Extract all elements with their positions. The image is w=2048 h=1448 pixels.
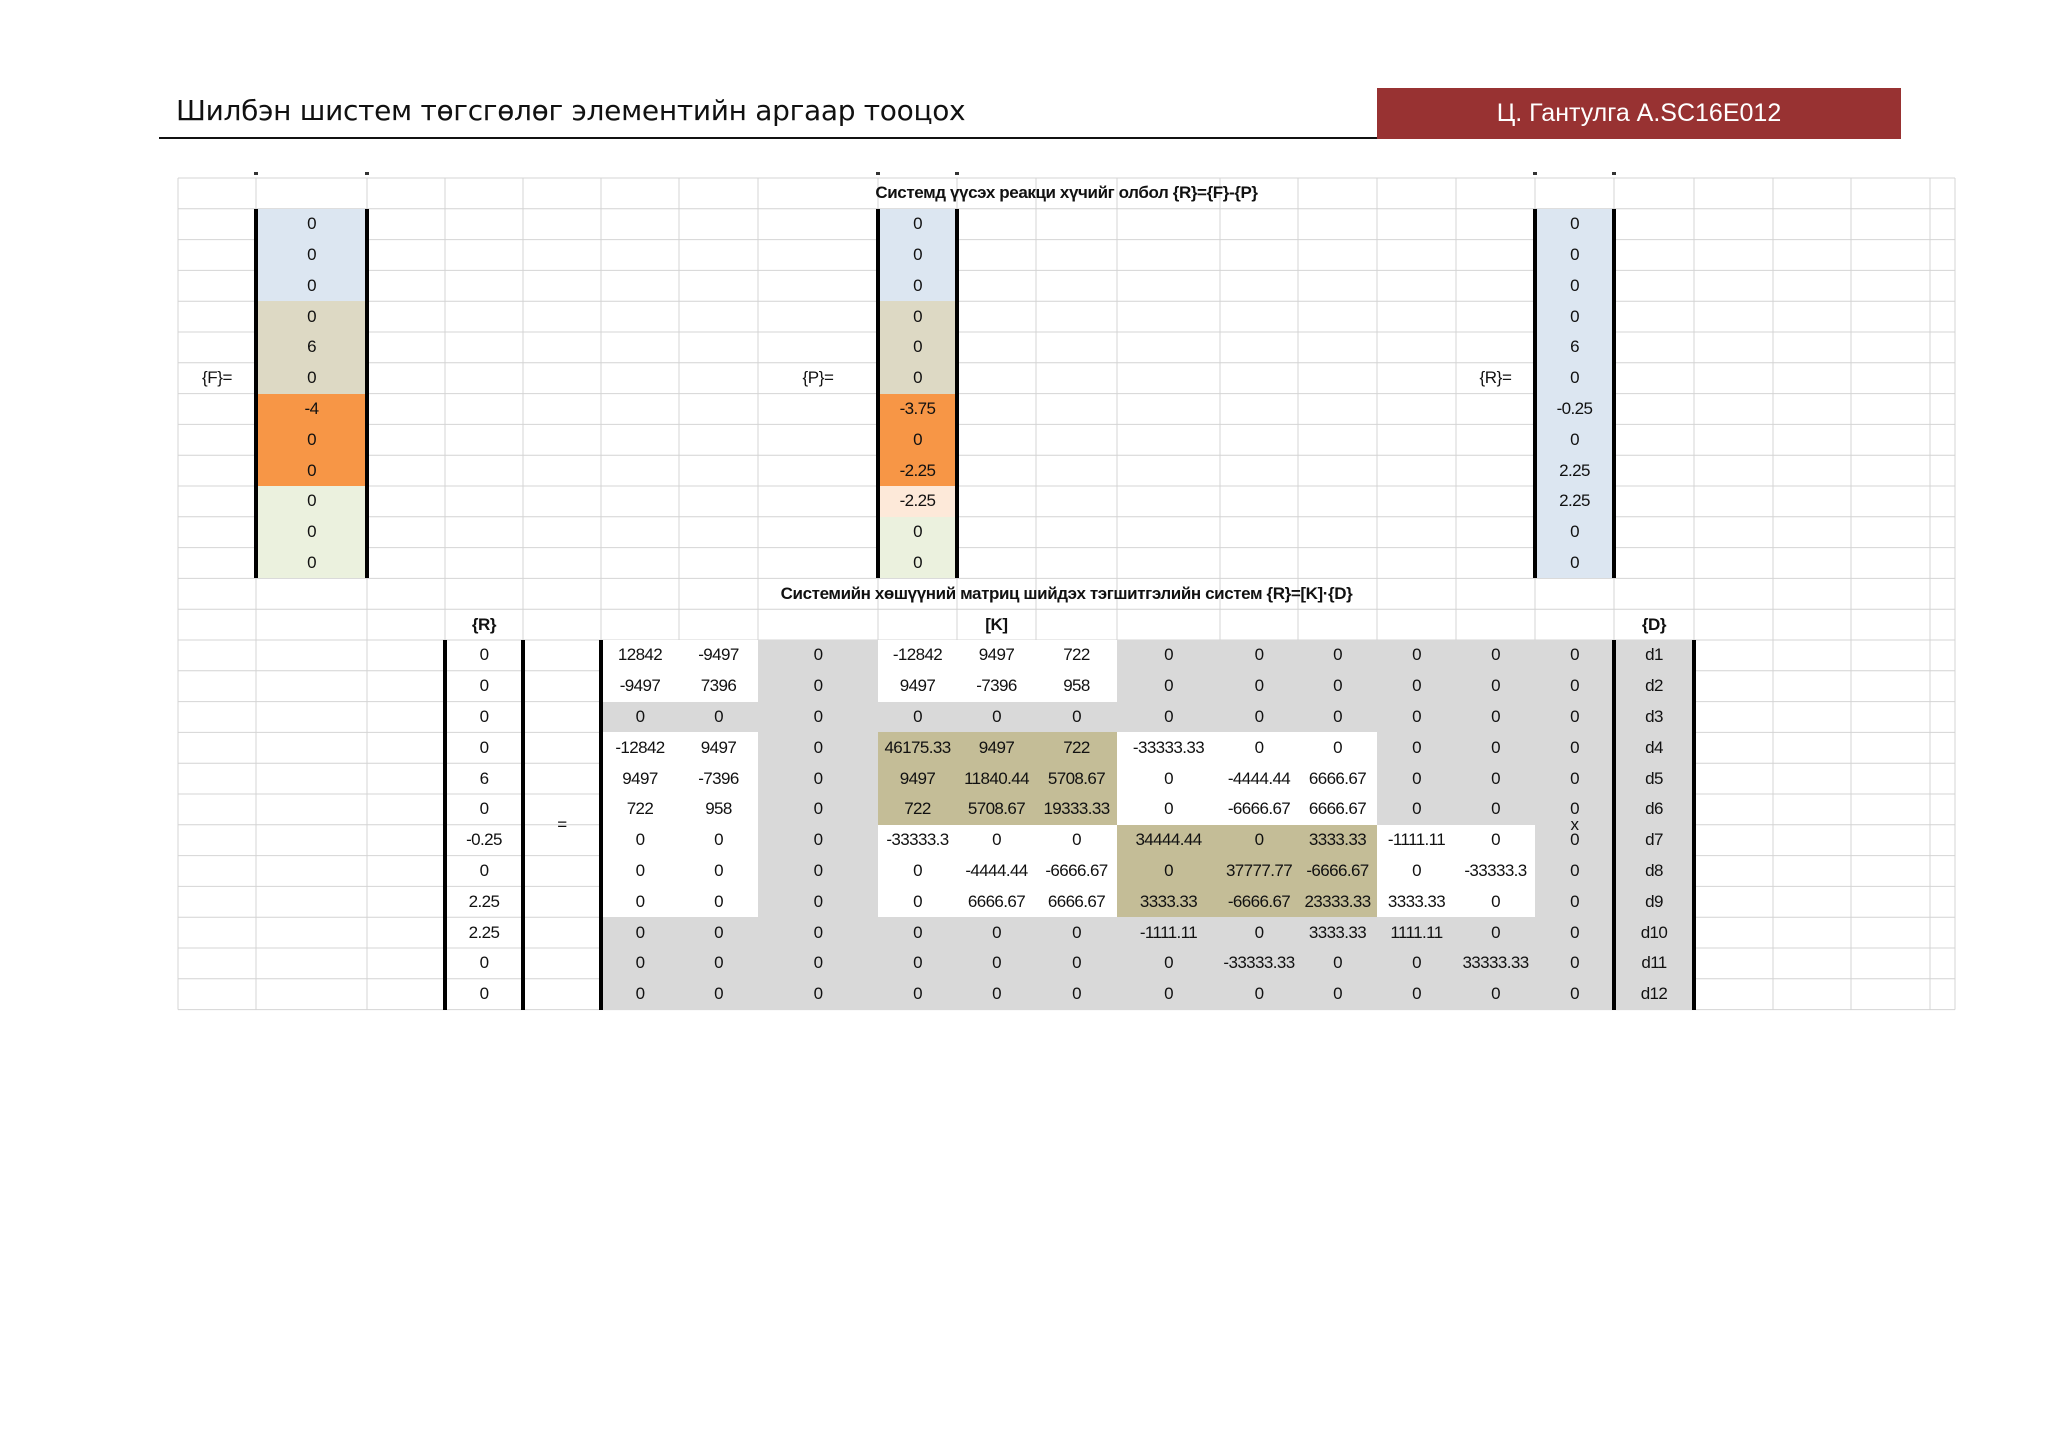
column-tick — [876, 172, 880, 175]
k-matrix-cell: -6666.67 — [1036, 856, 1117, 887]
r-vector-cell: 0 — [1535, 363, 1614, 394]
k-matrix-cell: 0 — [1535, 702, 1614, 733]
p-vector-cell: -3.75 — [878, 394, 957, 425]
column-tick — [1612, 172, 1616, 175]
r-matrix-cell: 0 — [479, 799, 489, 819]
k-matrix-cell: 5708.67 — [957, 794, 1036, 825]
r-vector-cell: -0.25 — [1535, 394, 1614, 425]
k-matrix-cell: 0 — [758, 702, 878, 733]
r-matrix-cell: -0.25 — [466, 830, 502, 850]
p-vector-cell: 0 — [878, 424, 957, 455]
k-matrix-cell: 0 — [878, 979, 957, 1010]
k-matrix-cell: 34444.44 — [1117, 825, 1220, 856]
k-matrix-cell: 0 — [957, 979, 1036, 1010]
k-matrix-cell: 0 — [1535, 917, 1614, 948]
k-matrix-cell: 0 — [957, 948, 1036, 979]
k-matrix-cell: 23333.33 — [1298, 886, 1377, 917]
column-tick — [955, 172, 959, 175]
d-vector-cell: d8 — [1614, 856, 1694, 887]
k-matrix-cell: 0 — [1456, 640, 1535, 671]
p-vector-cell: 0 — [878, 240, 957, 271]
k-matrix-cell: 0 — [1117, 640, 1220, 671]
column-tick — [254, 172, 258, 175]
p-vector-cell: 0 — [878, 209, 957, 240]
k-matrix-cell: 0 — [758, 825, 878, 856]
k-matrix-cell: 9497 — [957, 640, 1036, 671]
r-vector-cell: 0 — [1535, 517, 1614, 548]
k-matrix-cell: -12842 — [601, 732, 679, 763]
column-tick — [1533, 172, 1537, 175]
k-matrix-cell: -33333.3 — [1456, 856, 1535, 887]
r-matrix-cell: 0 — [479, 860, 489, 880]
r-vector-cell: 2.25 — [1535, 455, 1614, 486]
k-matrix-cell: -4444.44 — [1220, 763, 1298, 794]
k-matrix-cell: 0 — [1535, 671, 1614, 702]
k-matrix-cell: 0 — [1377, 640, 1456, 671]
k-matrix-cell: 0 — [1535, 825, 1614, 856]
d-vector-cell: d2 — [1614, 671, 1694, 702]
k-matrix-cell: -6666.67 — [1220, 886, 1298, 917]
k-matrix-cell: 0 — [1456, 702, 1535, 733]
k-matrix-cell: 6666.67 — [1036, 886, 1117, 917]
f-vector-cell: 0 — [256, 455, 367, 486]
d-vector-cell: d4 — [1614, 732, 1694, 763]
k-matrix-cell: 0 — [1377, 702, 1456, 733]
p-vector-cell: -2.25 — [878, 486, 957, 517]
k-matrix-cell: 0 — [1298, 979, 1377, 1010]
r-vector-cell: 0 — [1535, 209, 1614, 240]
k-matrix-cell: 0 — [1220, 917, 1298, 948]
k-matrix-cell: 0 — [1117, 702, 1220, 733]
k-matrix-cell: -9497 — [601, 671, 679, 702]
k-matrix-cell: 0 — [1456, 979, 1535, 1010]
d-header: {D} — [1641, 614, 1667, 634]
matrix-bracket — [521, 640, 525, 1010]
k-matrix-cell: 0 — [601, 825, 679, 856]
k-matrix-cell: 9497 — [601, 763, 679, 794]
r-vector-cell: 0 — [1535, 424, 1614, 455]
p-vector-cell: 0 — [878, 548, 957, 579]
k-matrix-cell: 0 — [1220, 732, 1298, 763]
k-matrix-cell: 0 — [1456, 671, 1535, 702]
p-vector-cell: -2.25 — [878, 455, 957, 486]
matrix-bracket — [599, 640, 603, 1010]
r-vector-cell: 2.25 — [1535, 486, 1614, 517]
k-matrix-cell: 0 — [758, 917, 878, 948]
d-vector-cell: d3 — [1614, 702, 1694, 733]
p-vector-cell: 0 — [878, 517, 957, 548]
p-vector-cell: 0 — [878, 332, 957, 363]
k-matrix-cell: 0 — [878, 702, 957, 733]
k-matrix-cell: 0 — [758, 856, 878, 887]
k-matrix-cell: 46175.33 — [878, 732, 957, 763]
r-matrix-cell: 0 — [479, 737, 489, 757]
k-matrix-cell: 0 — [601, 886, 679, 917]
k-matrix-cell: 0 — [1117, 671, 1220, 702]
k-matrix-cell: 0 — [1036, 702, 1117, 733]
k-matrix-cell: -33333.33 — [1220, 948, 1298, 979]
k-matrix-cell: 0 — [1036, 917, 1117, 948]
r-matrix-cell: 0 — [479, 676, 489, 696]
matrix-bracket — [1612, 640, 1616, 1010]
k-matrix-cell: 0 — [758, 763, 878, 794]
k-matrix-cell: 0 — [878, 948, 957, 979]
k-header: [K] — [985, 614, 1008, 634]
k-matrix-cell: 0 — [758, 671, 878, 702]
k-matrix-cell: 0 — [878, 886, 957, 917]
k-matrix-cell: 11840.44 — [957, 763, 1036, 794]
author-badge: Ц. Гантулга A.SC16E012 — [1377, 88, 1901, 139]
k-matrix-cell: 0 — [601, 979, 679, 1010]
k-matrix-cell: 0 — [1117, 856, 1220, 887]
k-matrix-cell: 6666.67 — [1298, 763, 1377, 794]
k-matrix-cell: 0 — [1456, 794, 1535, 825]
k-matrix-cell: 0 — [679, 948, 758, 979]
k-matrix-cell: -9497 — [679, 640, 758, 671]
k-matrix-cell: 0 — [1220, 671, 1298, 702]
k-matrix-cell: 0 — [1535, 794, 1614, 825]
k-matrix-cell: 0 — [1117, 948, 1220, 979]
k-matrix-cell: 0 — [1220, 825, 1298, 856]
k-matrix-cell: 3333.33 — [1298, 825, 1377, 856]
k-matrix-cell: 0 — [957, 825, 1036, 856]
matrix-bracket — [443, 640, 447, 1010]
f-label: {F}= — [201, 368, 233, 388]
f-vector-cell: 0 — [256, 270, 367, 301]
vector-bracket — [955, 209, 959, 579]
f-vector-cell: -4 — [256, 394, 367, 425]
k-matrix-cell: 19333.33 — [1036, 794, 1117, 825]
d-vector-cell: d9 — [1614, 886, 1694, 917]
f-vector-cell: 0 — [256, 363, 367, 394]
k-matrix-cell: 0 — [679, 886, 758, 917]
k-matrix-cell: 5708.67 — [1036, 763, 1117, 794]
k-matrix-cell: 0 — [1117, 763, 1220, 794]
k-matrix-cell: 0 — [601, 856, 679, 887]
k-matrix-cell: 0 — [1456, 732, 1535, 763]
k-matrix-cell: -33333.3 — [878, 825, 957, 856]
k-matrix-cell: 3333.33 — [1298, 917, 1377, 948]
d-vector-cell: d10 — [1614, 917, 1694, 948]
k-matrix-cell: 0 — [957, 917, 1036, 948]
k-matrix-cell: -7396 — [679, 763, 758, 794]
k-matrix-cell: 0 — [1220, 979, 1298, 1010]
k-matrix-cell: 3333.33 — [1117, 886, 1220, 917]
k-matrix-cell: 0 — [957, 702, 1036, 733]
k-matrix-cell: 0 — [679, 917, 758, 948]
k-matrix-cell: -7396 — [957, 671, 1036, 702]
k-matrix-cell: -6666.67 — [1220, 794, 1298, 825]
k-matrix-cell: 0 — [758, 794, 878, 825]
k-matrix-cell: 33333.33 — [1456, 948, 1535, 979]
k-matrix-cell: 0 — [1456, 825, 1535, 856]
k-matrix-cell: 0 — [1456, 763, 1535, 794]
k-matrix-cell: 0 — [1298, 671, 1377, 702]
k-matrix-cell: 0 — [679, 702, 758, 733]
r-label: {R}= — [1479, 368, 1512, 388]
f-vector-cell: 0 — [256, 424, 367, 455]
k-matrix-cell: 0 — [601, 702, 679, 733]
d-vector-cell: d1 — [1614, 640, 1694, 671]
r-matrix-cell: 2.25 — [468, 891, 500, 911]
matrix-bracket — [1692, 640, 1696, 1010]
k-matrix-cell: 37777.77 — [1220, 856, 1298, 887]
k-matrix-cell: 9497 — [679, 732, 758, 763]
r-matrix-cell: 2.25 — [468, 922, 500, 942]
k-matrix-cell: 0 — [1456, 917, 1535, 948]
k-matrix-cell: 0 — [1535, 640, 1614, 671]
p-vector-cell: 0 — [878, 301, 957, 332]
f-vector-cell: 0 — [256, 301, 367, 332]
f-vector-cell: 0 — [256, 486, 367, 517]
k-matrix-cell: 0 — [1298, 702, 1377, 733]
k-matrix-cell: 0 — [1036, 948, 1117, 979]
r-matrix-cell: 0 — [479, 645, 489, 665]
k-matrix-cell: -1111.11 — [1377, 825, 1456, 856]
k-matrix-cell: 0 — [1036, 825, 1117, 856]
k-matrix-cell: 0 — [1377, 979, 1456, 1010]
k-matrix-cell: -12842 — [878, 640, 957, 671]
r-matrix-cell: 0 — [479, 984, 489, 1004]
d-vector-cell: d12 — [1614, 979, 1694, 1010]
p-vector-cell: 0 — [878, 363, 957, 394]
vector-bracket — [876, 209, 880, 579]
k-matrix-cell: 0 — [1298, 732, 1377, 763]
column-tick — [365, 172, 369, 175]
k-matrix-cell: 1111.11 — [1377, 917, 1456, 948]
vector-bracket — [1612, 209, 1616, 579]
section1-title: Системд үүсэх реакци хүчийг олбол {R}={F}-{P} — [875, 183, 1258, 203]
k-matrix-cell: 0 — [758, 886, 878, 917]
k-matrix-cell: 0 — [1377, 671, 1456, 702]
k-matrix-cell: 0 — [1117, 794, 1220, 825]
k-matrix-cell: 0 — [1377, 856, 1456, 887]
k-matrix-cell: 0 — [758, 732, 878, 763]
f-vector-cell: 0 — [256, 209, 367, 240]
vector-bracket — [365, 209, 369, 579]
k-matrix-cell: 0 — [1298, 948, 1377, 979]
d-vector-cell: d11 — [1614, 948, 1694, 979]
k-matrix-cell: 0 — [1036, 979, 1117, 1010]
k-matrix-cell: 0 — [1535, 732, 1614, 763]
k-matrix-cell: 9497 — [878, 671, 957, 702]
r-matrix-cell: 0 — [479, 953, 489, 973]
r-vector-cell: 0 — [1535, 240, 1614, 271]
k-matrix-cell: 0 — [1377, 763, 1456, 794]
k-matrix-cell: 0 — [1298, 640, 1377, 671]
r-header: {R} — [471, 614, 497, 634]
equals-sign: = — [557, 814, 567, 834]
k-matrix-cell: 6666.67 — [1298, 794, 1377, 825]
k-matrix-cell: -33333.33 — [1117, 732, 1220, 763]
k-matrix-cell: 0 — [1377, 732, 1456, 763]
k-matrix-cell: 0 — [601, 948, 679, 979]
k-matrix-cell: -4444.44 — [957, 856, 1036, 887]
k-matrix-cell: 0 — [1535, 948, 1614, 979]
k-matrix-cell: 0 — [679, 825, 758, 856]
k-matrix-cell: 0 — [601, 917, 679, 948]
k-matrix-cell: 722 — [601, 794, 679, 825]
k-matrix-cell: 958 — [679, 794, 758, 825]
k-matrix-cell: 0 — [1117, 979, 1220, 1010]
k-matrix-cell: 0 — [1377, 948, 1456, 979]
k-matrix-cell: 0 — [1535, 856, 1614, 887]
vector-bracket — [1533, 209, 1537, 579]
k-matrix-cell: 12842 — [601, 640, 679, 671]
k-matrix-cell: 9497 — [878, 763, 957, 794]
r-vector-cell: 0 — [1535, 270, 1614, 301]
k-matrix-cell: 0 — [679, 979, 758, 1010]
k-matrix-cell: -1111.11 — [1117, 917, 1220, 948]
r-vector-cell: 0 — [1535, 301, 1614, 332]
r-matrix-cell: 6 — [479, 768, 489, 788]
k-matrix-cell: 0 — [878, 856, 957, 887]
r-vector-cell: 0 — [1535, 548, 1614, 579]
r-matrix-cell: 0 — [479, 706, 489, 726]
p-vector-cell: 0 — [878, 270, 957, 301]
k-matrix-cell: 722 — [1036, 732, 1117, 763]
k-matrix-cell: 0 — [758, 948, 878, 979]
f-vector-cell: 0 — [256, 517, 367, 548]
f-vector-cell: 0 — [256, 240, 367, 271]
k-matrix-cell: 0 — [1535, 979, 1614, 1010]
times-sign: x — [1570, 814, 1579, 834]
section2-title: Системийн хөшүүний матриц шийдэх тэгшитгэлийн систем {R}=[K]·{D} — [780, 583, 1353, 603]
p-label: {P}= — [802, 368, 834, 388]
k-matrix-cell: 0 — [1220, 702, 1298, 733]
k-matrix-cell: 3333.33 — [1377, 886, 1456, 917]
k-matrix-cell: 722 — [1036, 640, 1117, 671]
vector-bracket — [254, 209, 258, 579]
k-matrix-cell: 958 — [1036, 671, 1117, 702]
k-matrix-cell: 9497 — [957, 732, 1036, 763]
r-vector-cell: 6 — [1535, 332, 1614, 363]
k-matrix-cell: 0 — [1456, 886, 1535, 917]
f-vector-cell: 0 — [256, 548, 367, 579]
f-vector-cell: 6 — [256, 332, 367, 363]
d-vector-cell: d6 — [1614, 794, 1694, 825]
k-matrix-cell: 722 — [878, 794, 957, 825]
k-matrix-cell: 0 — [1220, 640, 1298, 671]
d-vector-cell: d5 — [1614, 763, 1694, 794]
page-title: Шилбэн шистем төгсгөлөг элементийн аргаар тооцох — [176, 94, 966, 127]
k-matrix-cell: -6666.67 — [1298, 856, 1377, 887]
k-matrix-cell: 7396 — [679, 671, 758, 702]
k-matrix-cell: 0 — [679, 856, 758, 887]
d-vector-cell: d7 — [1614, 825, 1694, 856]
k-matrix-cell: 0 — [758, 979, 878, 1010]
k-matrix-cell: 0 — [1535, 886, 1614, 917]
k-matrix-cell: 0 — [1535, 763, 1614, 794]
k-matrix-cell: 6666.67 — [957, 886, 1036, 917]
k-matrix-cell: 0 — [758, 640, 878, 671]
k-matrix-cell: 0 — [878, 917, 957, 948]
k-matrix-cell: 0 — [1377, 794, 1456, 825]
